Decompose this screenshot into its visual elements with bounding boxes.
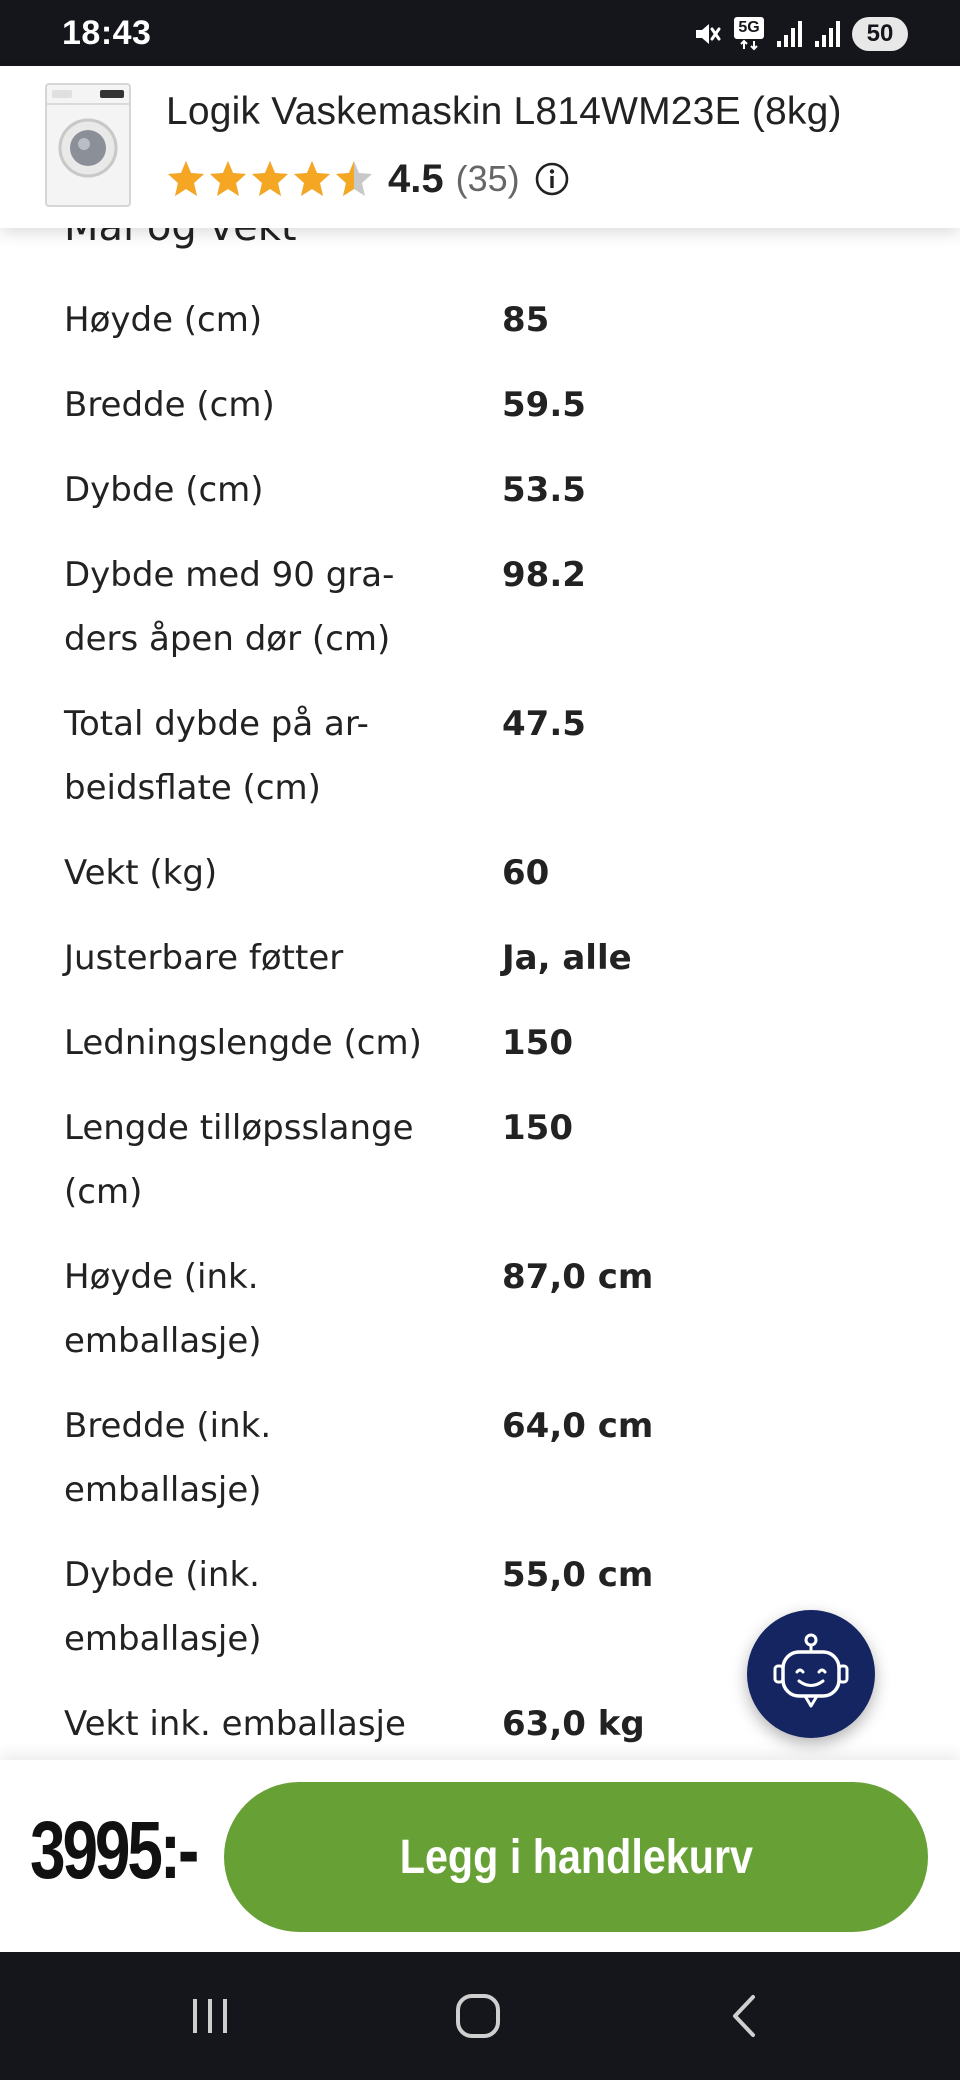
review-count[interactable]: (35) bbox=[455, 158, 520, 199]
signal-icon bbox=[814, 19, 840, 49]
spec-label-line: Dybde med 90 gra- bbox=[64, 555, 395, 595]
spec-label-line: emballasje) bbox=[64, 1470, 262, 1510]
spec-label bbox=[64, 1245, 444, 1373]
spec-value: 87,0 cm bbox=[502, 1257, 654, 1297]
spec-row bbox=[64, 1394, 904, 1522]
spec-value: 150 bbox=[502, 1108, 573, 1148]
spec-value: 150 bbox=[502, 1023, 573, 1063]
spec-label-line: Høyde (ink. bbox=[64, 1257, 259, 1297]
mute-icon bbox=[692, 19, 722, 49]
spec-label: Dybde (cm) bbox=[64, 470, 264, 510]
add-to-cart-label: Legg i handlekurv bbox=[399, 1830, 753, 1884]
5g-icon bbox=[734, 17, 764, 51]
spec-row bbox=[64, 692, 904, 820]
spec-row bbox=[64, 841, 904, 905]
star-full-icon bbox=[208, 159, 248, 199]
spec-label: Høyde (cm) bbox=[64, 300, 263, 340]
price: 3995:- bbox=[30, 1805, 197, 1896]
spec-value: 85 bbox=[502, 300, 550, 340]
spec-row bbox=[64, 926, 904, 990]
spec-label-line: emballasje) bbox=[64, 1321, 262, 1361]
spec-value: 53.5 bbox=[502, 470, 586, 510]
battery-level: 50 bbox=[866, 20, 894, 47]
spec-row bbox=[64, 373, 904, 437]
star-full-icon bbox=[166, 159, 206, 199]
spec-row bbox=[64, 543, 904, 671]
rating-row[interactable] bbox=[166, 154, 570, 204]
spec-label bbox=[64, 543, 444, 671]
robot-icon bbox=[765, 1628, 857, 1720]
star-rating bbox=[166, 159, 374, 199]
spec-value: 98.2 bbox=[502, 555, 586, 595]
back-icon[interactable] bbox=[706, 1986, 786, 2046]
battery-icon bbox=[852, 17, 908, 51]
spec-label-line: Bredde (ink. bbox=[64, 1406, 272, 1446]
status-icons bbox=[692, 14, 908, 54]
spec-label bbox=[64, 1394, 444, 1522]
spec-label-line: Dybde (ink. bbox=[64, 1555, 260, 1595]
spec-label-line: emballasje) bbox=[64, 1619, 262, 1659]
status-time: 18:43 bbox=[62, 14, 152, 52]
spec-value: 60 bbox=[502, 853, 550, 893]
spec-row bbox=[64, 1245, 904, 1373]
product-thumbnail[interactable] bbox=[42, 82, 134, 210]
spec-row bbox=[64, 1096, 904, 1224]
network-type-label: 5G bbox=[734, 17, 764, 39]
spec-label: Vekt ink. emballasje bbox=[64, 1704, 406, 1744]
recent-apps-icon[interactable] bbox=[170, 1986, 250, 2046]
spec-label bbox=[64, 1543, 444, 1671]
star-full-icon bbox=[292, 159, 332, 199]
star-full-icon bbox=[250, 159, 290, 199]
spec-value: 64,0 cm bbox=[502, 1406, 654, 1446]
rating-value: 4.5 bbox=[388, 156, 444, 201]
spec-row bbox=[64, 458, 904, 522]
product-header bbox=[0, 66, 960, 228]
spec-label-line: Lengde tilløpsslange bbox=[64, 1108, 414, 1148]
spec-value: 47.5 bbox=[502, 704, 586, 744]
spec-label bbox=[64, 692, 444, 820]
buy-bar bbox=[0, 1760, 960, 1952]
add-to-cart-button[interactable] bbox=[224, 1782, 928, 1932]
spec-label: Ledningslengde (cm) bbox=[64, 1023, 422, 1063]
spec-value: Ja, alle bbox=[502, 938, 632, 978]
chatbot-button[interactable] bbox=[747, 1610, 875, 1738]
spec-row bbox=[64, 288, 904, 352]
spec-content[interactable] bbox=[0, 160, 960, 1760]
spec-label-line: Total dybde på ar- bbox=[64, 704, 369, 744]
spec-label bbox=[64, 1096, 444, 1224]
spec-value: 55,0 cm bbox=[502, 1555, 654, 1595]
spec-row bbox=[64, 1011, 904, 1075]
spec-label-line: ders åpen dør (cm) bbox=[64, 619, 391, 659]
info-icon[interactable] bbox=[534, 161, 570, 197]
spec-label-line: beidsflate (cm) bbox=[64, 768, 321, 808]
spec-value: 59.5 bbox=[502, 385, 586, 425]
spec-label: Justerbare føtter bbox=[64, 938, 344, 978]
signal-icon bbox=[776, 19, 802, 49]
system-nav-bar bbox=[0, 1952, 960, 2080]
product-title: Logik Vaskemaskin L814WM23E (8kg) bbox=[166, 90, 842, 133]
star-half-icon bbox=[334, 159, 374, 199]
spec-label: Bredde (cm) bbox=[64, 385, 275, 425]
spec-value: 63,0 kg bbox=[502, 1704, 645, 1744]
home-icon[interactable] bbox=[438, 1986, 518, 2046]
spec-label: Vekt (kg) bbox=[64, 853, 218, 893]
spec-label-line: (cm) bbox=[64, 1172, 143, 1212]
status-bar bbox=[0, 0, 960, 66]
